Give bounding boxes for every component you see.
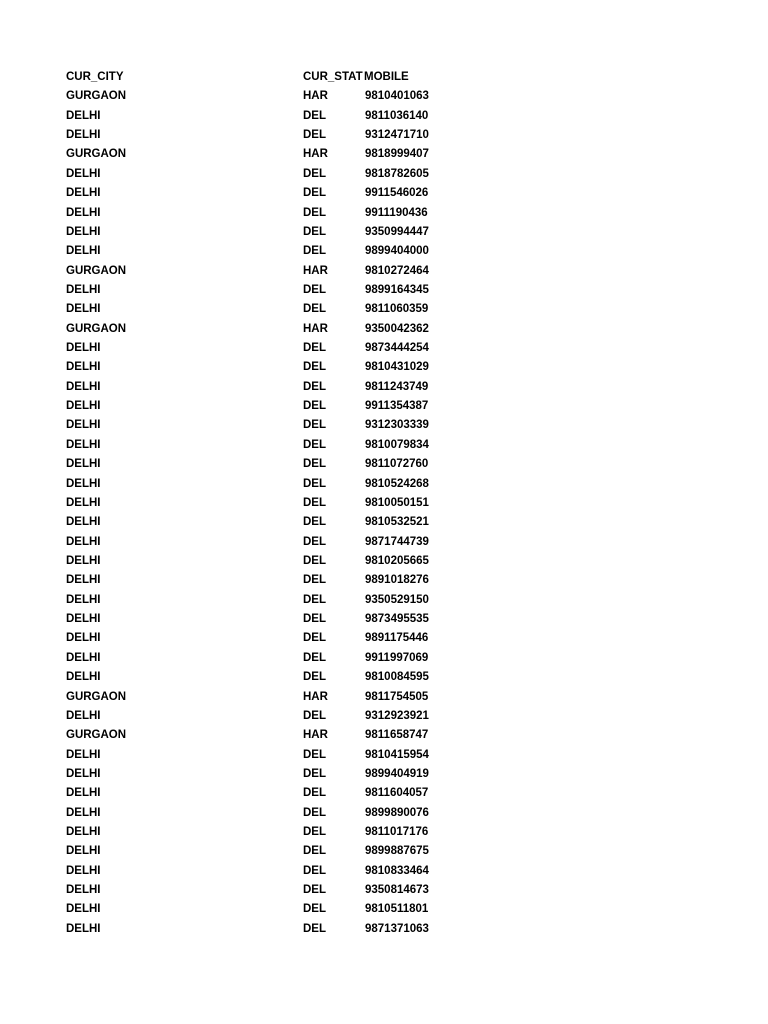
cell-mobile: 9899890076 xyxy=(365,806,429,819)
cell-state: DEL xyxy=(303,632,326,645)
cell-city: DELHI xyxy=(66,361,101,374)
cell-mobile: 9810532521 xyxy=(365,516,429,529)
cell-city: GURGAON xyxy=(66,264,127,277)
cell-city: GURGAON xyxy=(66,690,127,703)
cell-mobile: 9350529150 xyxy=(365,593,429,606)
cell-mobile: 9810415954 xyxy=(365,748,429,761)
cell-city: DELHI xyxy=(66,709,101,722)
cell-state: DEL xyxy=(303,380,326,393)
cell-state: DEL xyxy=(303,516,326,529)
cell-state: DEL xyxy=(303,613,326,626)
cell-city: DELHI xyxy=(66,225,101,238)
cell-state: HAR xyxy=(303,729,328,742)
cell-state: DEL xyxy=(303,903,326,916)
cell-city: DELHI xyxy=(66,806,101,819)
cell-mobile: 9811060359 xyxy=(365,303,429,316)
cell-state: DEL xyxy=(303,496,326,509)
cell-state: DEL xyxy=(303,554,326,567)
cell-mobile: 9811036140 xyxy=(365,109,429,122)
cell-mobile: 9911354387 xyxy=(365,400,429,413)
cell-state: DEL xyxy=(303,303,326,316)
cell-state: HAR xyxy=(303,690,328,703)
cell-mobile: 9899164345 xyxy=(365,283,429,296)
cell-state: DEL xyxy=(303,206,326,219)
cell-mobile: 9810079834 xyxy=(365,438,429,451)
cell-state: DEL xyxy=(303,187,326,200)
cell-state: DEL xyxy=(303,593,326,606)
cell-mobile: 9891018276 xyxy=(365,574,429,587)
cell-state: DEL xyxy=(303,109,326,122)
cell-mobile: 9871371063 xyxy=(365,922,429,935)
cell-city: DELHI xyxy=(66,922,101,935)
cell-mobile: 9911546026 xyxy=(365,187,429,200)
cell-city: DELHI xyxy=(66,438,101,451)
cell-city: DELHI xyxy=(66,477,101,490)
cell-mobile: 9911190436 xyxy=(365,206,428,219)
cell-mobile: 9899887675 xyxy=(365,845,429,858)
cell-mobile: 9810084595 xyxy=(365,671,429,684)
cell-city: DELHI xyxy=(66,593,101,606)
cell-city: GURGAON xyxy=(66,322,127,335)
cell-mobile: 9911997069 xyxy=(365,651,429,664)
cell-mobile: 9873444254 xyxy=(365,342,429,355)
cell-state: DEL xyxy=(303,826,326,839)
cell-mobile: 9811754505 xyxy=(365,690,429,703)
cell-state: DEL xyxy=(303,419,326,432)
cell-state: DEL xyxy=(303,787,326,800)
cell-city: DELHI xyxy=(66,458,101,471)
cell-city: DELHI xyxy=(66,167,101,180)
cell-state: HAR xyxy=(303,90,328,103)
cell-city: DELHI xyxy=(66,826,101,839)
cell-state: DEL xyxy=(303,477,326,490)
cell-mobile: 9899404919 xyxy=(365,767,429,780)
cell-state: HAR xyxy=(303,322,328,335)
header-mobile: MOBILE xyxy=(364,71,409,83)
cell-mobile: 9871744739 xyxy=(365,535,429,548)
cell-state: DEL xyxy=(303,361,326,374)
cell-city: DELHI xyxy=(66,554,101,567)
header-cur-state: CUR_STAT xyxy=(303,71,363,83)
cell-mobile: 9873495535 xyxy=(365,613,429,626)
cell-state: DEL xyxy=(303,884,326,897)
cell-city: DELHI xyxy=(66,613,101,626)
cell-mobile: 9811072760 xyxy=(365,458,429,471)
cell-city: DELHI xyxy=(66,283,101,296)
cell-state: DEL xyxy=(303,864,326,877)
cell-city: DELHI xyxy=(66,767,101,780)
cell-city: DELHI xyxy=(66,380,101,393)
cell-city: DELHI xyxy=(66,864,101,877)
cell-state: DEL xyxy=(303,245,326,258)
cell-city: DELHI xyxy=(66,303,101,316)
cell-state: DEL xyxy=(303,767,326,780)
cell-city: DELHI xyxy=(66,748,101,761)
cell-state: DEL xyxy=(303,283,326,296)
cell-city: DELHI xyxy=(66,903,101,916)
cell-mobile: 9350994447 xyxy=(365,225,429,238)
cell-city: GURGAON xyxy=(66,90,127,103)
cell-city: DELHI xyxy=(66,574,101,587)
cell-state: DEL xyxy=(303,438,326,451)
cell-state: DEL xyxy=(303,574,326,587)
cell-city: DELHI xyxy=(66,109,101,122)
cell-city: DELHI xyxy=(66,400,101,413)
header-cur-city: CUR_CITY xyxy=(66,71,124,83)
cell-state: DEL xyxy=(303,748,326,761)
cell-mobile: 9811658747 xyxy=(365,729,429,742)
cell-state: DEL xyxy=(303,400,326,413)
cell-city: DELHI xyxy=(66,884,101,897)
cell-city: DELHI xyxy=(66,671,101,684)
cell-city: DELHI xyxy=(66,206,101,219)
cell-city: DELHI xyxy=(66,245,101,258)
cell-state: DEL xyxy=(303,535,326,548)
cell-mobile: 9810401063 xyxy=(365,90,429,103)
cell-mobile: 9350042362 xyxy=(365,322,429,335)
cell-state: DEL xyxy=(303,129,326,142)
cell-city: DELHI xyxy=(66,342,101,355)
cell-mobile: 9811604057 xyxy=(365,787,429,800)
cell-city: DELHI xyxy=(66,187,101,200)
cell-city: DELHI xyxy=(66,651,101,664)
cell-mobile: 9891175446 xyxy=(365,632,429,645)
cell-mobile: 9810524268 xyxy=(365,477,429,490)
cell-city: DELHI xyxy=(66,535,101,548)
cell-mobile: 9312303339 xyxy=(365,419,429,432)
cell-state: DEL xyxy=(303,671,326,684)
cell-state: DEL xyxy=(303,458,326,471)
cell-mobile: 9810833464 xyxy=(365,864,429,877)
cell-mobile: 9810431029 xyxy=(365,361,429,374)
cell-state: DEL xyxy=(303,225,326,238)
cell-state: DEL xyxy=(303,651,326,664)
cell-mobile: 9899404000 xyxy=(365,245,429,258)
cell-city: DELHI xyxy=(66,129,101,142)
cell-city: DELHI xyxy=(66,419,101,432)
cell-state: DEL xyxy=(303,845,326,858)
cell-state: DEL xyxy=(303,922,326,935)
cell-city: DELHI xyxy=(66,496,101,509)
cell-city: DELHI xyxy=(66,787,101,800)
cell-mobile: 9818782605 xyxy=(365,167,429,180)
cell-mobile: 9312471710 xyxy=(365,129,429,142)
cell-state: HAR xyxy=(303,264,328,277)
cell-mobile: 9810272464 xyxy=(365,264,429,277)
cell-mobile: 9810205665 xyxy=(365,554,429,567)
cell-city: DELHI xyxy=(66,845,101,858)
cell-mobile: 9350814673 xyxy=(365,884,429,897)
cell-mobile: 9811243749 xyxy=(365,380,429,393)
cell-state: DEL xyxy=(303,342,326,355)
cell-state: DEL xyxy=(303,806,326,819)
cell-mobile: 9811017176 xyxy=(365,826,429,839)
cell-state: HAR xyxy=(303,148,328,161)
cell-state: DEL xyxy=(303,709,326,722)
cell-city: DELHI xyxy=(66,632,101,645)
cell-mobile: 9818999407 xyxy=(365,148,429,161)
cell-city: GURGAON xyxy=(66,148,127,161)
cell-mobile: 9312923921 xyxy=(365,709,429,722)
cell-mobile: 9810050151 xyxy=(365,496,429,509)
cell-state: DEL xyxy=(303,167,326,180)
cell-city: GURGAON xyxy=(66,729,127,742)
cell-city: DELHI xyxy=(66,516,101,529)
cell-mobile: 9810511801 xyxy=(365,903,429,916)
